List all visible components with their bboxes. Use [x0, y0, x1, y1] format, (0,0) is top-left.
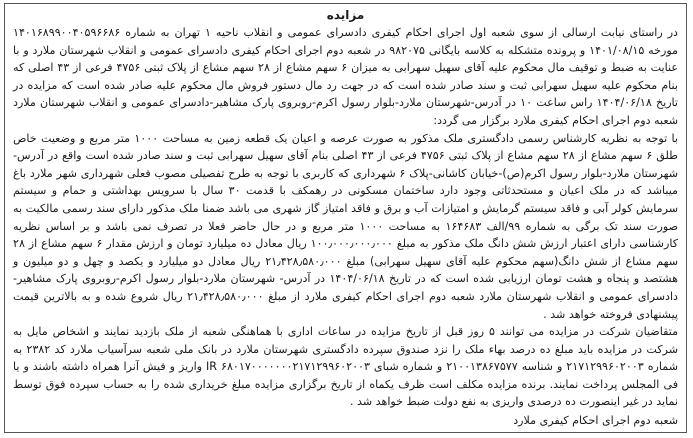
- notice-paragraph-conditions: متقاضیان شرکت در مزایده می توانند ۵ روز قبل از تاریخ مزایده در ساعات اداری با هماهنگی شعبه از ملک بازدید نمایند و اشخاص مایل به شرکت در مزایده باید مبلغ ده درصد بهاء ملک را نزد صندوق سپرده دادگستری شهرستان ملارد در بانک ملی شعبه سرآسیاب ملارد کد ۲۳۸۲ به شماره ۲۱۷۱۲۹۹۶۰۲۰۰۳ و شناسه ۲۱۰۰۱۳۸۶۷۵۷۷ و شماره شبای ۶۸۰۱۷۰۰۰۰۰۰۰۲۱۷۱۲۹۹۶۰۲۰۰۳ IR واریز و فیش آنرا همراه داشته باشند و یا فی المجلس پرداخت نمایند. برنده مزایده مکلف است ظرف یکماه از تاریخ برگزاری مزایده مبلغ خریداری شده را به حساب سپرده فوق توسط نماید در غیر اینصورت ده درصدی واریزی به نفع دولت ضبط خواهد شد .: [13, 325, 679, 409]
- notice-signature: شعبه دوم اجرای احکام کیفری ملارد: [513, 414, 678, 428]
- notice-paragraph-intro: در راستای نیابت ارسالی از سوی شعبه اول اجرای احکام کیفری دادسرای عمومی و انقلاب ناحیه ۱ تهران به شماره ۱۴۰۱۶۸۹۹۰۰۴۰۵۹۶۶۸۶ مورخه ۱۴۰۱/۰۸/۱۵ و پرونده متشکله به کلاسه بایگانی ۹۸۲۰۷۵ در شعبه دوم اجرای احکام کیفری دادسرای عمومی و انقلاب شهرستان ملارد و با عنایت به ضبط و توقیف مال محکوم علیه آقای سهیل سهرابی به میزان ۶ سهم مشاع از ۲۸ سهم مشاع از پلاک ثبتی ۴۷۵۶ فرعی از ۴۳ اصلی که بنام محکوم علیه سهیل سهرابی ثبت و سند صادر شده است که در جهت رد مال دستور فروش مال محکوم علیه صادر شده است که مزایده در تاریخ ۱۴۰۴/۰۶/۱۸ راس ساعت ۱۰ در آدرس-شهرستان ملارد-بلوار رسول اکرم-روبروی پارک مشاهیر-دادسرای عمومی و انقلاب شهرستان ملارد شعبه دوم اجرای احکام کیفری ملارد برگزار می گردد:: [13, 26, 679, 127]
- notice-paragraph-property: با توجه به نظریه کارشناس رسمی دادگستری ملک مذکور به صورت عرصه و اعیان یک قطعه زمین به مساحت ۱۰۰۰ متر مربع و وضعیت خاص طلق ۶ سهم مشاع از ۲۸ سهم مشاع از پلاک ثبتی ۴۷۵۶ فرعی از ۴۳ اصلی بنام آقای سهیل سهرابی ثبت و سند صادر شده است واقع در آدرس-شهرستان ملارد-بلوار رسول اکرم(ص)-خیابان کاشانی-پلاک ۶ شهرداری که کاربری با توجه به طرح تفصیلی مصوب فعلی شهرداری شهر ملارد باغ میباشد که در ملک اعیان و مستحدثاتی وجود دارد ساختمان مسکونی در رهمکف با قدمت ۳۰ سال با سرویس بهداشتی و حمام و سیستم سرمایش کولر آبی و فاقد سیستم گرمایش و امتیازات آب و برق و فاقد امتیاز گاز شهری می باشد ضمنا ملک مذکور دارای سند رسمی مالکیت به صورت سند تک برگی به شماره ۹۹/الف ۱۶۴۶۸۳ به مساحت ۱۰۰۰ متر مربع و در حال حاضر فعلا در تصرف نمی باشد و بر اساس نظریه کارشناسی دارای اعتبار ارزش شش دانگ ملک مذکور به مبلغ ۱۰۰٫۰۰۰٫۰۰۰٫۰۰۰ ریال معادل ده میلیارد تومان و ارزش مقدار ۶ سهم مشاع از ۲۸ سهم مشاع از شش دانگ(سهم محکوم علیه آقای سهیل سهرابی) مبلغ ۲۱٫۴۲۸٫۵۸۰٫۰۰۰ ریال معادل دو میلیارد و یکصد و چهل و دو میلیون و هشتصد و پنجاه و هشت تومان ارزیابی شده است که در تاریخ ۱۴۰۴/۰۶/۱۸ در آدرس- شهرستان ملارد-بلوار رسول اکرم-روبروی پارک مشاهیر-دادسرای عمومی و انقلاب شهرستان ملارد شعبه دوم اجرای احکام کیفری ملارد از مبلغ ۲۱٫۴۲۸٫۵۸۰٫۰۰۰ ریال شروع شده و به بالاترین قیمت پیشنهادی فروخته خواهد شد .: [13, 131, 679, 321]
- notice-title: مزایده: [326, 8, 365, 22]
- auction-notice: [4, 3, 687, 433]
